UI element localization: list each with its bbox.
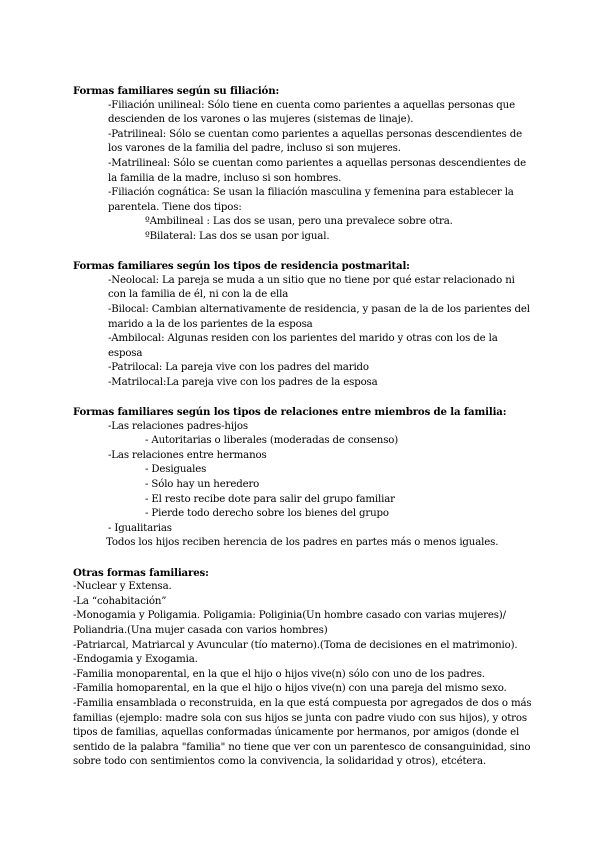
sub-item: ºBilateral: Las dos se usan por igual. — [145, 230, 330, 242]
paragraph: Todos los hijos reciben herencia de los padres en partes más o menos iguales. — [106, 537, 499, 549]
sub-item: ºAmbilineal : Las dos se usan, pero una prevalece sobre otra. — [145, 216, 453, 228]
paragraph: -Filiación unilineal: Sólo tiene en cuenta como parientes a aquellas personas que descienden de los varones o las mujeres (sistemas de linaje). — [108, 99, 515, 126]
paragraph: -Familia monoparental, en la que el hijo o hijos vive(n) sólo con uno de los padres. — [73, 668, 485, 680]
paragraph: -Monogamia y Poligamia. Poligamia: Poliginia(Un hombre casado con varias mujeres)/ Poliandria.(Una mujer casada con varios hombres) — [73, 610, 506, 636]
paragraph: -Patrilocal: La pareja vive con los padres del marido — [108, 362, 369, 374]
sub-item: - Pierde todo derecho sobre los bienes del grupo — [145, 508, 389, 520]
document-body — [73, 84, 533, 785]
paragraph: -Filiación cognática: Se usan la filiación masculina y femenina para establecer la parentela. Tiene dos tipos: — [108, 187, 514, 213]
section-otras — [73, 566, 533, 770]
section-filiacion — [73, 84, 533, 245]
sub-item: - El resto recibe dote para salir del grupo familiar — [145, 493, 395, 505]
paragraph: -Nuclear y Extensa. — [73, 581, 172, 593]
sub-item: - Autoritarias o liberales (moderadas de consenso) — [145, 435, 399, 447]
paragraph: -Las relaciones padres-hijos — [108, 420, 248, 432]
paragraph: -Neolocal: La pareja se muda a un sitio que no tiene por qué estar relacionado ni con la familia de él, ni con la de ella — [108, 274, 515, 301]
paragraph: -La “cohabitación” — [73, 595, 167, 607]
paragraph: -Bilocal: Cambian alternativamente de residencia, y pasan de la de los parientes del marido a la de los parientes de la esposa — [108, 303, 530, 330]
paragraph: -Familia ensamblada o reconstruida, en la que está compuesta por agregados de dos o más familias (ejemplo: madre sola con sus hijos se junta con padre viudo con sus hijos), y otros tipos de familias, aquellas conformadas únicamente por hermanos, por amigos (donde el sentido de la palabra "familia" no tiene que ver con un parentesco de consanguinidad, sino sobre todo con sentimientos como la convivencia, la solidaridad y otros), etcétera. — [73, 697, 532, 768]
section-heading: Formas familiares según los tipos de relaciones entre miembros de la familia: — [73, 406, 507, 419]
paragraph: -Matrilocal:La pareja vive con los padres de la esposa — [108, 376, 378, 388]
paragraph: -Las relaciones entre hermanos — [108, 449, 267, 461]
paragraph: - Igualitarias — [108, 522, 172, 534]
section-relaciones — [73, 405, 533, 551]
section-residencia — [73, 259, 533, 390]
paragraph: -Endogamia y Exogamia. — [73, 654, 198, 666]
section-heading: Formas familiares según su filiación: — [73, 85, 280, 97]
paragraph: -Matrilineal: Sólo se cuentan como parientes a aquellas personas descendientes de la familia de la madre, incluso si son hombres. — [108, 157, 526, 184]
paragraph: -Familia homoparental, en la que el hijo o hijos vive(n) con una pareja del mismo sexo. — [73, 683, 507, 695]
section-heading: Otras formas familiares: — [73, 566, 209, 579]
section-heading: Formas familiares según los tipos de residencia postmarital: — [73, 260, 410, 273]
sub-item: - Desiguales — [145, 464, 207, 476]
paragraph: -Ambilocal: Algunas residen con los parientes del marido y otras con los de la esposa — [108, 333, 498, 359]
sub-item: - Sólo hay un heredero — [145, 479, 260, 491]
paragraph: -Patrilineal: Sólo se cuentan como parientes a aquellas personas descendientes de los varones de la familia del padre, incluso si son mujeres. — [108, 128, 522, 155]
paragraph: -Patriarcal, Matriarcal y Avuncular (tío materno).(Toma de decisiones en el matrimonio). — [73, 639, 518, 651]
